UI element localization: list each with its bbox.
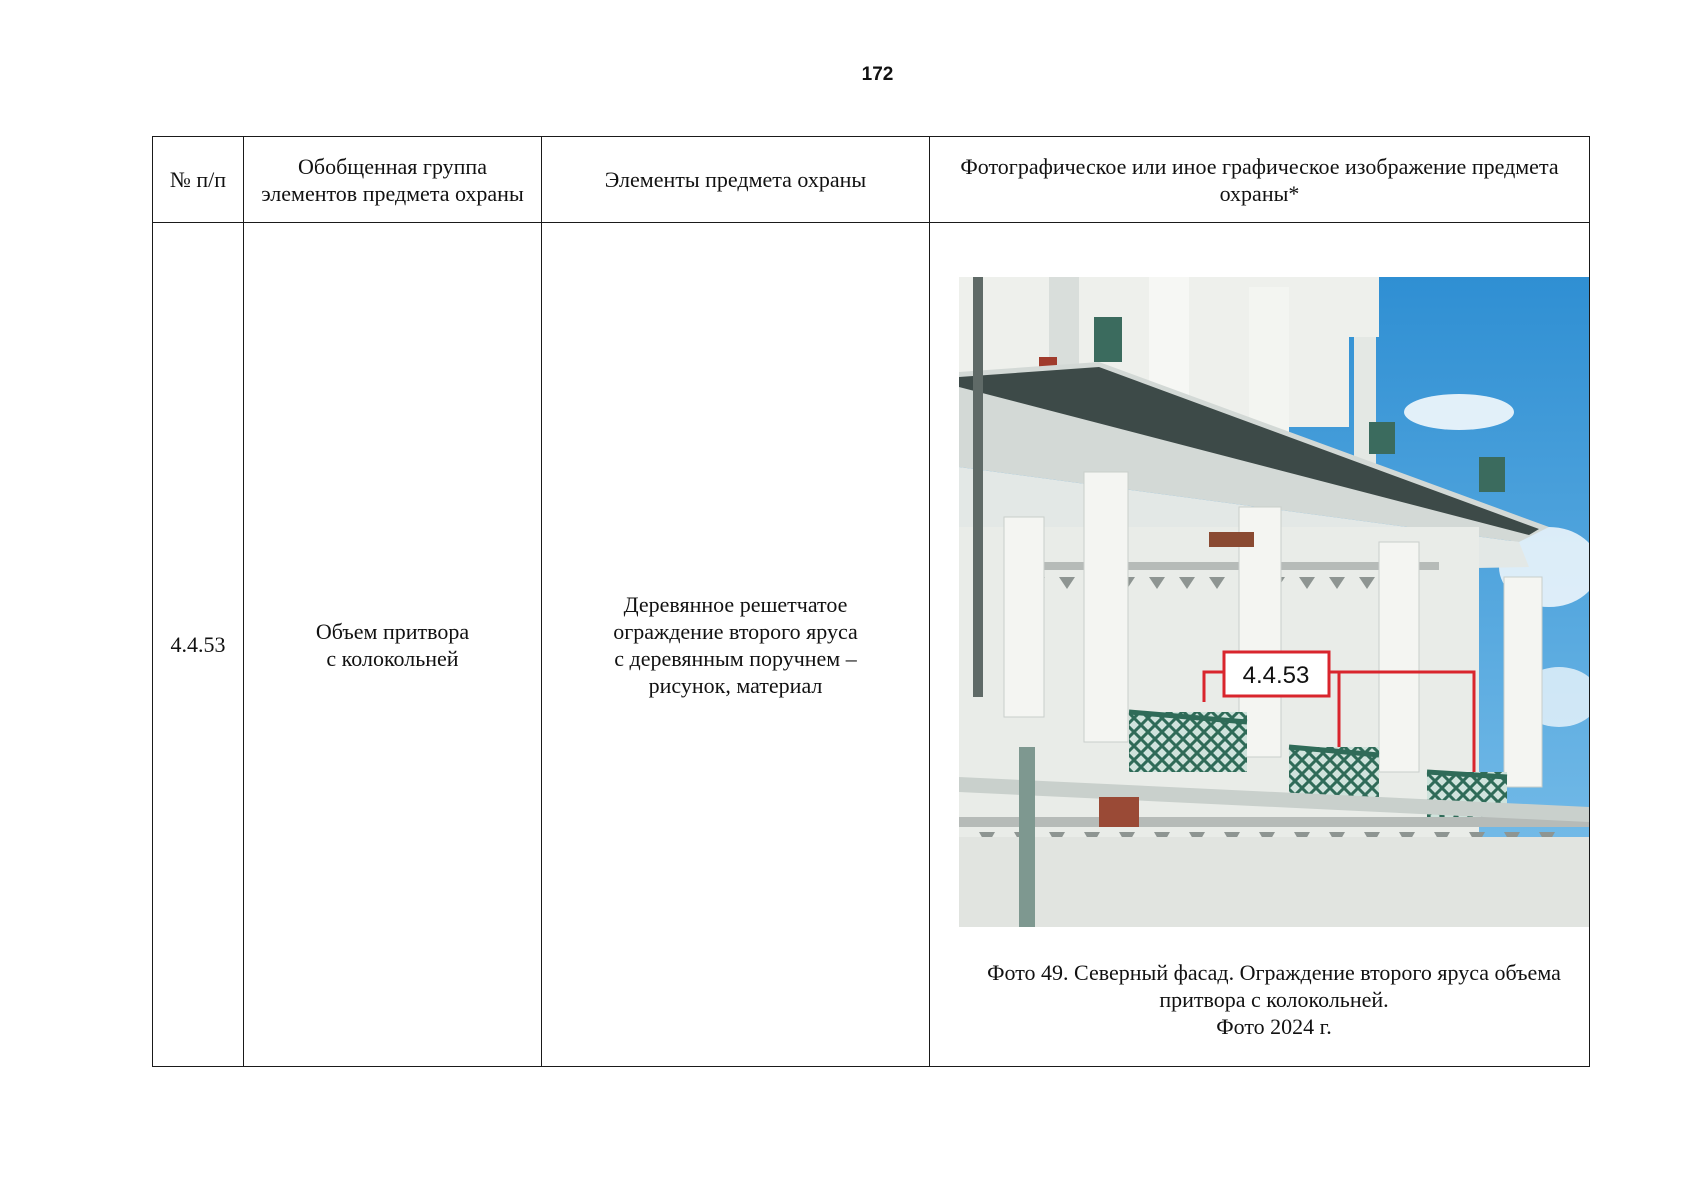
header-photo: Фотографическое или иное графическое изображение предмета охраны* xyxy=(930,137,1590,223)
caption-line: Фото 49. Северный фасад. Ограждение второго яруса объема xyxy=(987,960,1561,985)
elements-line: ограждение второго яруса xyxy=(613,618,858,644)
group-line: Объем притвора xyxy=(315,618,470,644)
facade-photo xyxy=(959,277,1589,927)
header-number: № п/п xyxy=(153,137,244,223)
row-elements xyxy=(542,223,930,1067)
header-elements: Элементы предмета охраны xyxy=(542,137,930,223)
protection-subject-table xyxy=(152,136,1590,1067)
table-row xyxy=(153,223,1590,1067)
page-number: 172 xyxy=(861,64,894,85)
row-photo xyxy=(930,223,1590,1067)
photo-callout-label: 4.4.53 xyxy=(1242,662,1310,689)
photo-caption xyxy=(930,959,1618,1040)
caption-line: Фото 2024 г. xyxy=(1216,1014,1332,1039)
row-group xyxy=(244,223,542,1067)
group-line: с колокольней xyxy=(326,645,459,671)
row-number: 4.4.53 xyxy=(153,223,244,1067)
elements-line: Деревянное решетчатое xyxy=(623,591,848,617)
elements-line: рисунок, материал xyxy=(648,672,823,698)
elements-line: с деревянным поручнем – xyxy=(614,645,857,671)
table-header-row xyxy=(153,137,1590,223)
header-group: Обобщенная группа элементов предмета охраны xyxy=(244,137,542,223)
caption-line: притвора с колокольней. xyxy=(1159,987,1389,1012)
